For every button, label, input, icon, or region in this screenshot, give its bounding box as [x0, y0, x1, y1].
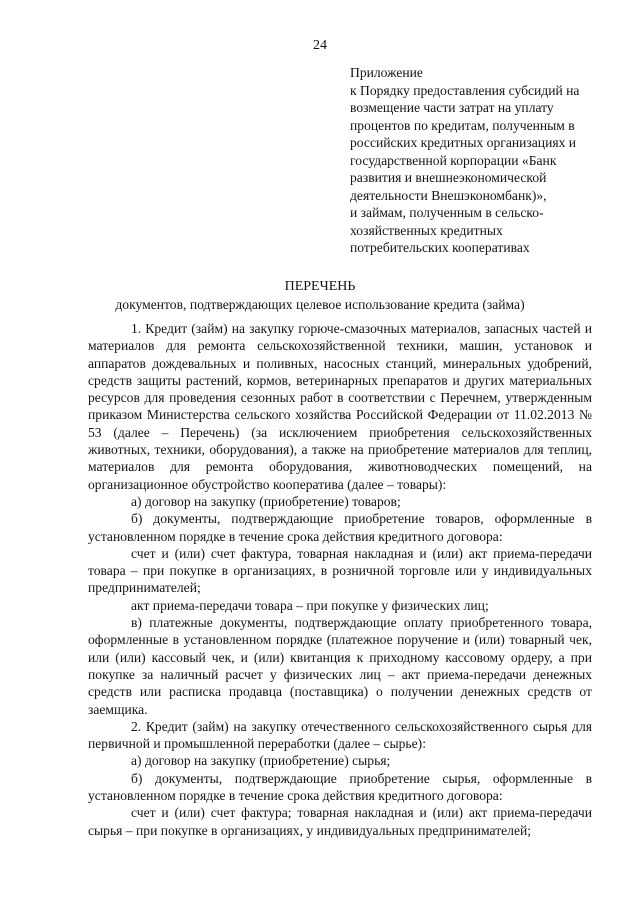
paragraph-invoice-goods: счет и (или) счет фактура, товарная накладная и (или) акт приема-передачи товара – при покупке в организациях, в розничной торговле или у индивидуальных предпринимателей;	[88, 545, 592, 596]
document-body	[88, 320, 592, 839]
annex-line: деятельности Внешэкономбанк)»,	[350, 187, 547, 203]
paragraph-item-1a: а) договор на закупку (приобретение) товаров;	[131, 493, 401, 509]
paragraph-item-1c: в) платежные документы, подтверждающие оплату приобретенного товара, оформленные в установленном порядке (платежное поручение и (или) товарный чек, или (или) кассовый чек, и (или) квитанция к приходному кассовому ордеру, а при покупке за наличный расчет у физических лиц – акт приема-передачи денежных средств или расписка продавца (поставщика) о получении денежных средств от заемщика.	[88, 615, 592, 717]
page-number: 24	[313, 38, 327, 53]
annex-line: и займам, полученным в сельско-	[350, 205, 544, 220]
annex-line: процентов по кредитам, полученным в	[350, 117, 575, 133]
paragraph-item-2b: б) документы, подтверждающие приобретение сырья, оформленные в установленном порядке в течение срока действия кредитного договора:	[88, 770, 592, 804]
paragraph-item-1: 1. Кредит (займ) на закупку горюче-смазочных материалов, запасных частей и материалов для ремонта сельскохозяйственной техники, машин, установок и аппаратов дождевальных и поливных, насосных станций, минеральных удобрений, средств защиты растений, кормов, ветеринарных препаратов и других материальных ресурсов для проведения сезонных работ в соответствии с Перечнем, утвержденным приказом Министерства сельского хозяйства Российской Федерации от 11.02.2013 № 53 (далее – Перечень) (за исключением приобретения сельскохозяйственных животных, техники, оборудования), а также на приобретение материалов для теплиц, материалов для ремонта оборудования, животноводческих помещений, на организационное обустройство кооператива (далее – товары):	[88, 321, 592, 492]
annex-heading	[350, 64, 620, 257]
annex-line: развития и внешнеэкономической	[350, 170, 547, 185]
annex-line: к Порядку предоставления субсидий на	[350, 82, 580, 98]
annex-line: Приложение	[350, 65, 423, 80]
paragraph-item-2: 2. Кредит (займ) на закупку отечественного сельскохозяйственного сырья для первичной и промышленной переработки (далее – сырье):	[88, 718, 592, 752]
annex-line: хозяйственных кредитных	[350, 222, 503, 238]
paragraph-item-2a: а) договор на закупку (приобретение) сырья;	[131, 753, 391, 769]
annex-line: государственной корпорации «Банк	[350, 152, 557, 168]
annex-line: российских кредитных организациях и	[350, 135, 577, 150]
paragraph-invoice-raw: счет и (или) счет фактура; товарная накладная и (или) акт приема-передачи сырья – при покупке в организациях, у индивидуальных предпринимателей;	[88, 805, 592, 838]
document-subtitle: документов, подтверждающих целевое использование кредита (займа)	[115, 297, 525, 312]
annex-line: потребительских кооперативах	[350, 240, 530, 255]
document-title: ПЕРЕЧЕНЬ	[284, 279, 356, 294]
paragraph-transfer-act: акт приема-передачи товара – при покупке у физических лиц;	[131, 597, 489, 613]
paragraph-item-1b: б) документы, подтверждающие приобретение товаров, оформленные в установленном порядке в течение срока действия кредитного договора:	[88, 511, 592, 544]
annex-line: возмещение части затрат на уплату	[350, 100, 554, 115]
